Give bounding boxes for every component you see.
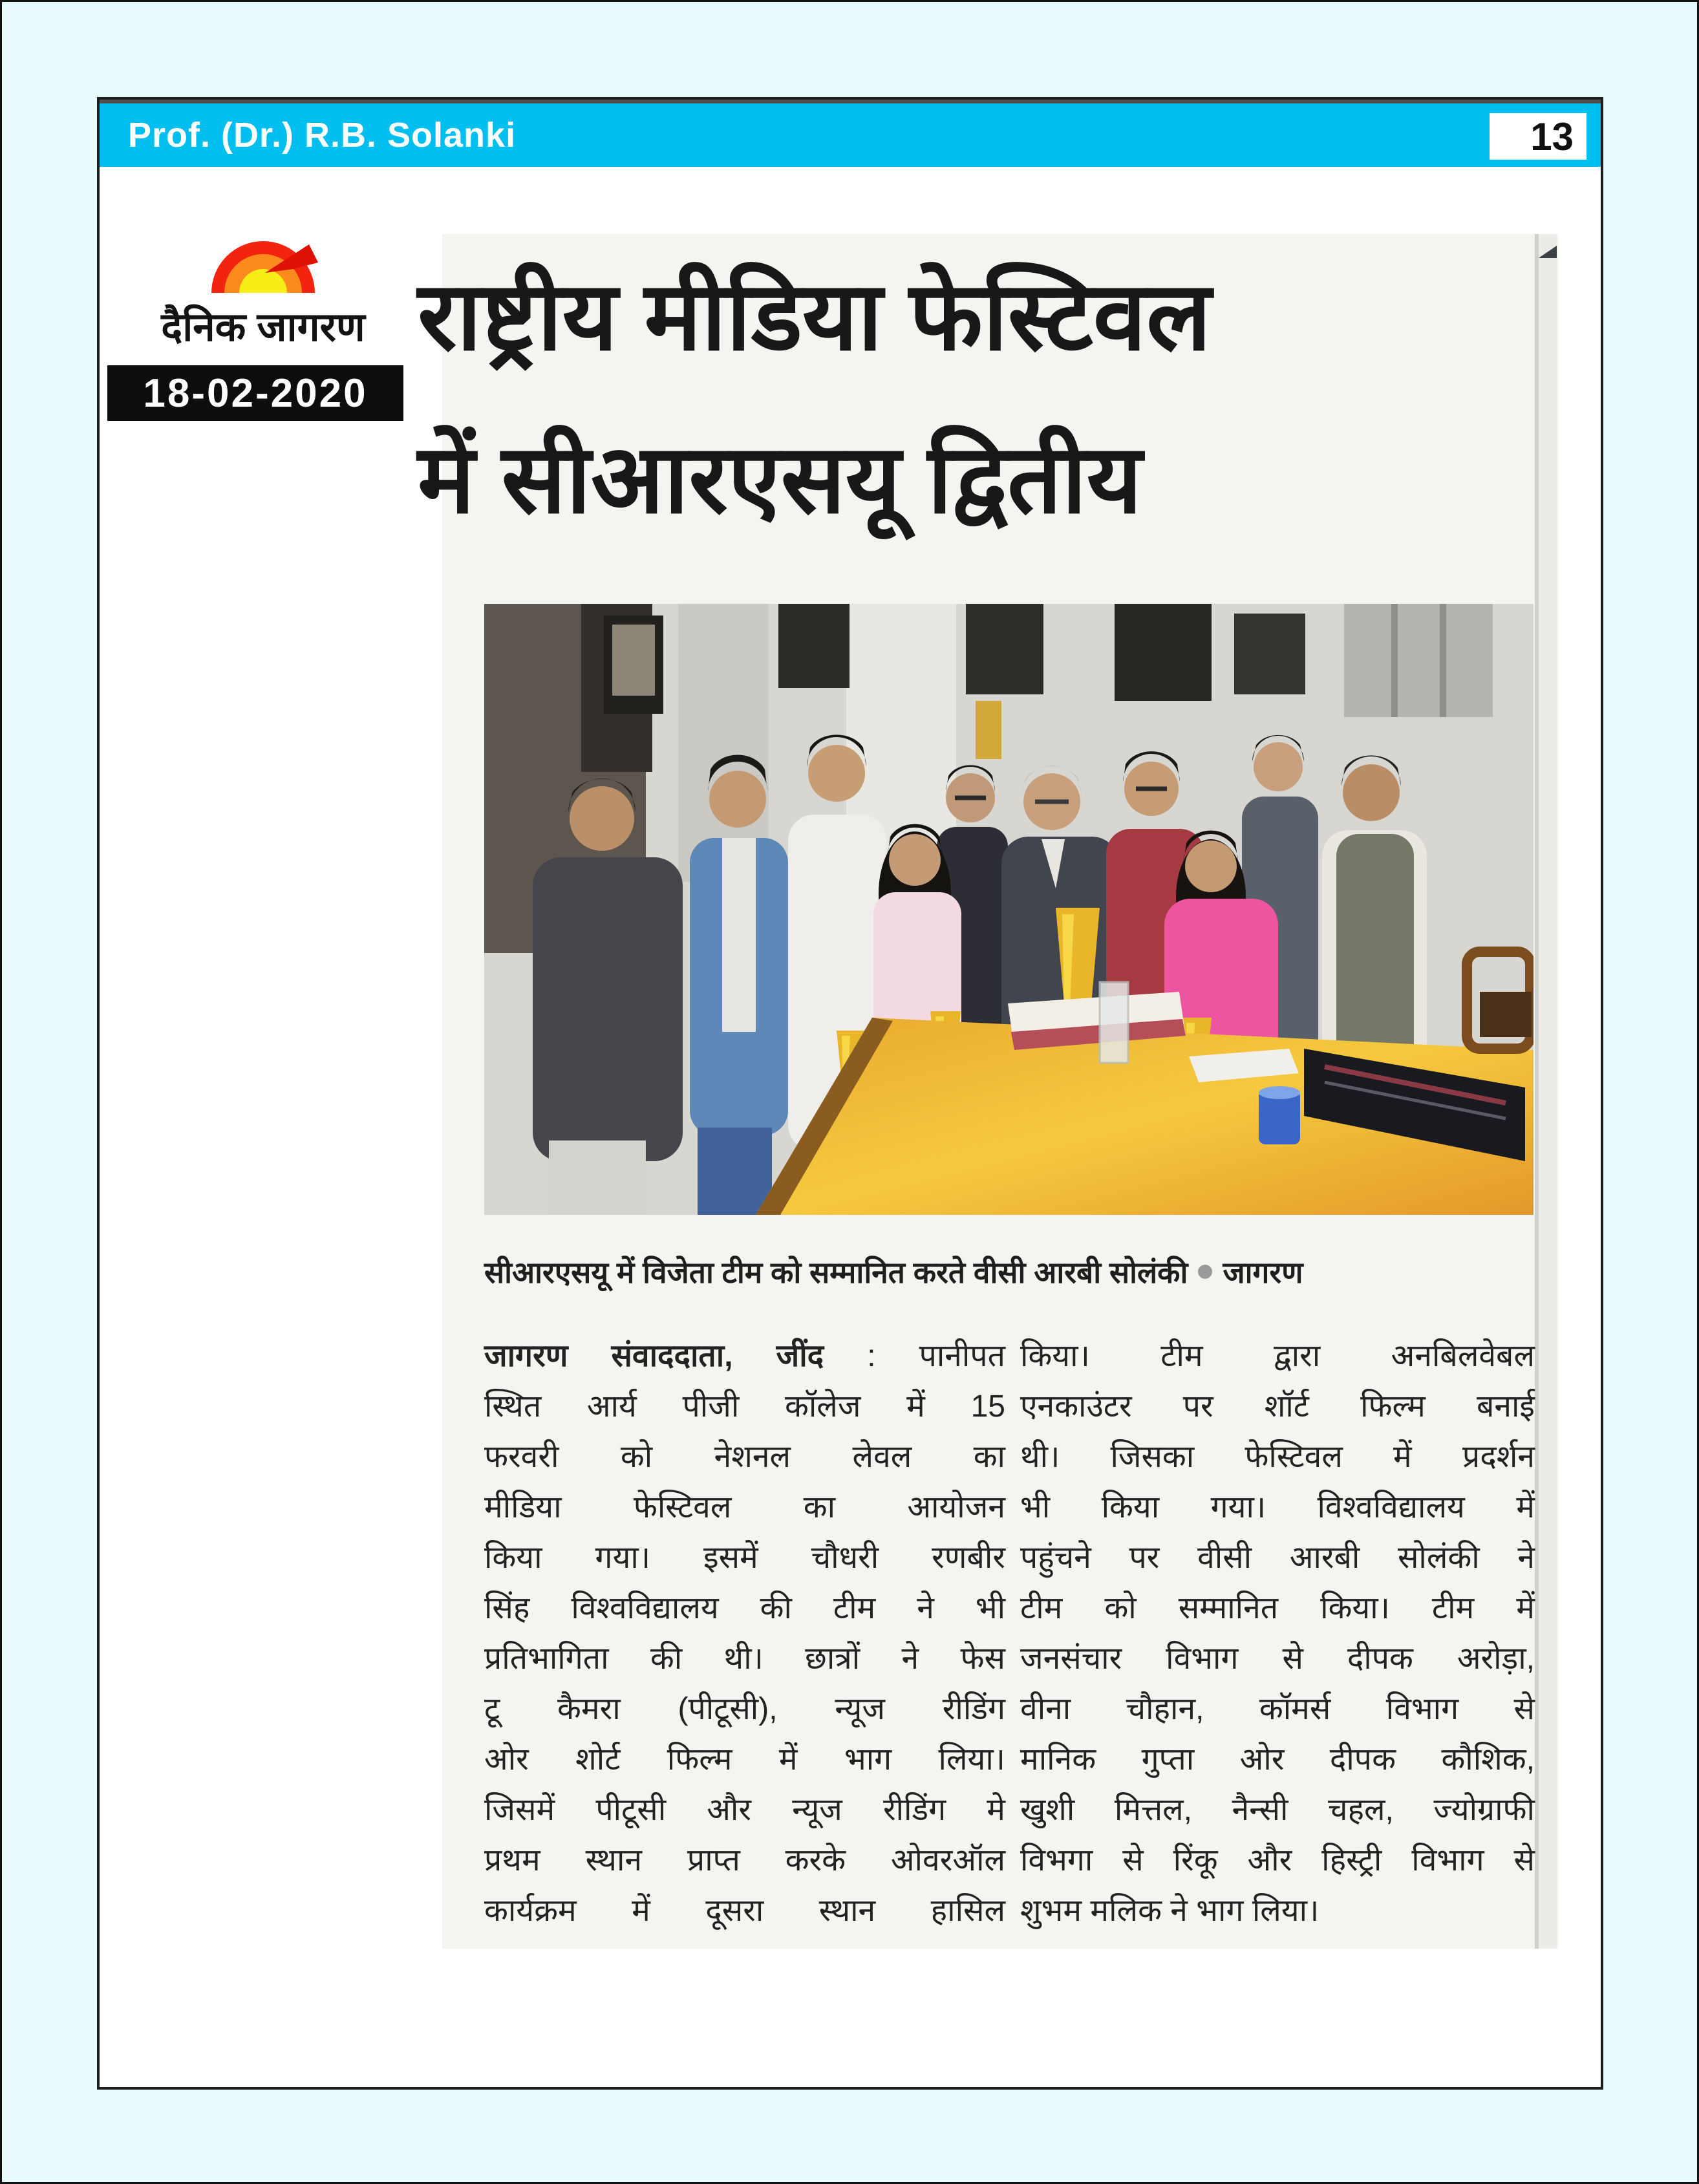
body-text-line: टीम को सम्मानित किया। टीम में bbox=[1020, 1591, 1535, 1625]
body-right-lines bbox=[1020, 1331, 1535, 1936]
header-bar bbox=[100, 100, 1601, 167]
body-column-right bbox=[1020, 1331, 1535, 1936]
caption-text: सीआरएसयू में विजेता टीम को सम्मानित करते वीसी आरबी सोलंकी bbox=[484, 1256, 1188, 1289]
rising-sun-logo-icon bbox=[208, 233, 318, 294]
photo-caption bbox=[484, 1252, 1544, 1292]
newspaper-name: दैनिक जागरण bbox=[161, 305, 365, 350]
page-title: Prof. (Dr.) R.B. Solanki bbox=[128, 116, 517, 155]
body-text-line: फरवरी को नेशनल लेवल का bbox=[484, 1440, 1005, 1474]
page-number-badge: 13 bbox=[1490, 113, 1587, 160]
body-text-line: सिंह विश्वविद्यालय की टीम ने भी bbox=[484, 1591, 1005, 1625]
body-text-line: खुशी मित्तल, नैन्सी चहल, ज्योग्राफी bbox=[1020, 1793, 1535, 1827]
body-text-line: कार्यक्रम में दूसरा स्थान हासिल bbox=[484, 1894, 1005, 1928]
body-text-line: जिसमें पीटूसी और न्यूज रीडिंग मे bbox=[484, 1793, 1005, 1827]
body-text-line: मानिक गुप्ता ओर दीपक कौशिक, bbox=[1020, 1742, 1535, 1777]
body-text-line: ओर शोर्ट फिल्म में भाग लिया। bbox=[484, 1742, 1005, 1777]
date-badge: 18-02-2020 bbox=[107, 365, 403, 421]
body-text-line: वीना चौहान, कॉमर्स विभाग से bbox=[1020, 1692, 1535, 1726]
article-headline bbox=[418, 235, 1543, 561]
body-lead-line bbox=[484, 1331, 1005, 1382]
body-text-line: किया। टीम द्वारा अनबिलवेबल bbox=[1020, 1339, 1535, 1373]
caption-bullet-icon bbox=[1198, 1265, 1212, 1279]
body-text-line: शुभम मलिक ने भाग लिया। bbox=[1020, 1894, 1320, 1928]
lead-byline: जागरण संवाददाता, जींद bbox=[484, 1339, 824, 1373]
body-text-line: विभगा से रिंकू और हिस्ट्री विभाग से bbox=[1020, 1843, 1535, 1878]
body-text-line: प्रथम स्थान प्राप्त करके ओवरऑल bbox=[484, 1843, 1005, 1878]
body-text-line: एनकाउंटर पर शॉर्ट फिल्म बनाई bbox=[1020, 1389, 1535, 1424]
headline-line-2: में सीआरएसयू द्वितीय bbox=[418, 426, 1142, 533]
body-text-line: जनसंचार विभाग से दीपक अरोड़ा, bbox=[1020, 1642, 1535, 1676]
body-text-line: पहुंचने पर वीसी आरबी सोलंकी ने bbox=[1020, 1541, 1535, 1575]
body-text-line: थी। जिसका फेस्टिवल में प्रदर्शन bbox=[1020, 1440, 1535, 1474]
photo-credit: जागरण bbox=[1223, 1256, 1303, 1289]
body-left-lines bbox=[484, 1382, 1005, 1936]
body-text-line: स्थित आर्य पीजी कॉलेज में 15 bbox=[484, 1389, 1005, 1424]
body-text-line: किया गया। इसमें चौधरी रणबीर bbox=[484, 1541, 1005, 1575]
body-text-line: मीडिया फेस्टिवल का आयोजन bbox=[484, 1490, 1005, 1525]
headline-line-1: राष्ट्रीय मीडिया फेस्टिवल bbox=[418, 263, 1212, 370]
newspaper-page bbox=[97, 97, 1603, 2090]
body-text-line: भी किया गया। विश्वविद्यालय में bbox=[1020, 1490, 1535, 1525]
lead-rest-text: : पानीपत bbox=[867, 1339, 1005, 1373]
body-text-line: प्रतिभागिता की थी। छात्रों ने फेस bbox=[484, 1642, 1005, 1676]
news-photo bbox=[484, 604, 1533, 1215]
body-column-left bbox=[484, 1331, 1005, 1936]
body-text-line: टू कैमरा (पीटूसी), न्यूज रीडिंग bbox=[484, 1692, 1005, 1726]
